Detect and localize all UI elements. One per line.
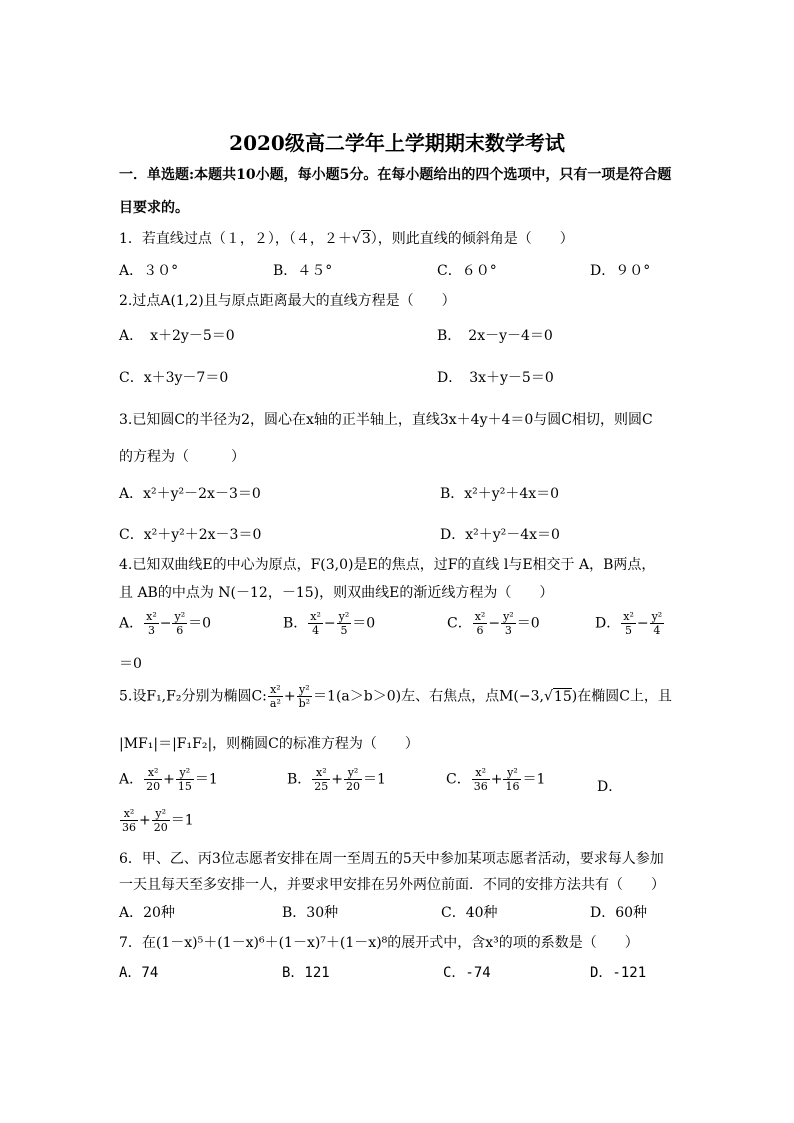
q4-a-label: A． bbox=[119, 615, 144, 632]
fraction bbox=[503, 766, 521, 793]
question-6-stem-line1: 6．甲、乙、丙3位志愿者安排在周一至周五的5天中参加某项志愿者活动，要求每人参加 bbox=[119, 851, 664, 867]
fraction bbox=[344, 766, 362, 793]
denominator: 36 bbox=[473, 780, 488, 793]
q4-b-rhs: ＝0 bbox=[352, 615, 376, 632]
numerator: y² bbox=[503, 610, 514, 623]
q6-option-c[interactable]: C．40种 bbox=[441, 905, 498, 921]
q5-a-label: A． bbox=[119, 771, 144, 788]
numerator: x² bbox=[120, 807, 138, 821]
q5-option-c[interactable]: C． $\frac{\text{x²}}{36}$ + $\frac{\text{y²}}{16}$ ＝1 bbox=[446, 766, 546, 793]
q4-option-b[interactable]: B． $\frac{\text{x²}}{4}$ − $\frac{\text{y²}}{5}$ ＝0 bbox=[283, 610, 376, 637]
q5-c-label: C． bbox=[446, 771, 471, 788]
q7-option-c[interactable]: C．-74 bbox=[443, 965, 491, 981]
q3-option-d[interactable]: D．x²＋y²－4x＝0 bbox=[440, 527, 560, 543]
fraction bbox=[501, 610, 516, 637]
q4-option-d-continuation: ＝0 bbox=[119, 656, 142, 672]
sqrt-symbol: √ bbox=[351, 231, 361, 247]
denominator: 5 bbox=[625, 624, 633, 637]
q5-sqrt-value: 15 bbox=[553, 688, 572, 705]
fraction bbox=[144, 610, 159, 637]
numerator: x² bbox=[146, 610, 157, 623]
q4-c-rhs: ＝0 bbox=[516, 615, 540, 632]
q5-option-b[interactable]: B． $\frac{\text{x²}}{25}$ + $\frac{\text{y²}}{20}$ ＝1 bbox=[287, 766, 386, 793]
numerator: y² bbox=[651, 610, 663, 623]
q4-b-label: B． bbox=[283, 615, 308, 632]
page-title: 2020级高二学年上学期期末数学考试 bbox=[229, 131, 565, 155]
numerator: x² bbox=[472, 766, 490, 780]
fraction bbox=[621, 610, 636, 637]
denominator: 16 bbox=[505, 780, 520, 793]
q3-option-c[interactable]: C．x²＋y²＋2x－3＝0 bbox=[119, 527, 262, 543]
q1-option-a[interactable]: A．３０° bbox=[119, 263, 179, 279]
q6-option-b[interactable]: B．30种 bbox=[282, 905, 339, 921]
numerator: x² bbox=[310, 610, 321, 623]
question-2-stem: 2.过点A(1,2)且与原点距离最大的直线方程是（ ） bbox=[119, 293, 456, 309]
q4-option-c[interactable]: C． $\frac{\text{x²}}{6}$ − $\frac{\text{y²}}{3}$ ＝0 bbox=[447, 610, 540, 637]
q4-d-label: D． bbox=[595, 615, 621, 632]
question-6-stem-line2: 一天且每天至多安排一人，并要求甲安排在另外两位前面．不同的安排方法共有（ ） bbox=[119, 877, 665, 893]
fraction bbox=[176, 766, 194, 793]
denominator: 15 bbox=[177, 780, 192, 793]
fraction bbox=[120, 807, 138, 834]
question-1-stem bbox=[119, 228, 574, 248]
q2-option-d[interactable]: D． 3x＋y－5＝0 bbox=[437, 370, 554, 386]
fraction bbox=[144, 766, 162, 793]
question-4-stem-line2: 且 AB的中点为 N(－12，－15)，则双曲线E的渐近线方程为（ ） bbox=[119, 585, 554, 601]
numerator: y² bbox=[174, 610, 186, 623]
numerator: y² bbox=[152, 807, 170, 821]
denominator: 3 bbox=[147, 624, 155, 637]
numerator: x² bbox=[312, 766, 330, 780]
q7-option-b[interactable]: B．121 bbox=[282, 965, 330, 981]
numerator: x² bbox=[144, 766, 162, 780]
q3-option-b[interactable]: B．x²＋y²＋4x＝0 bbox=[440, 486, 560, 502]
denominator: 5 bbox=[340, 624, 348, 637]
denominator: 6 bbox=[176, 624, 184, 637]
section-heading-line1: 一．单选题:本题共10小题，每小题5分。在每小题给出的四个选项中，只有一项是符合题 bbox=[119, 167, 672, 183]
q1-option-c[interactable]: C．６０° bbox=[437, 263, 497, 279]
denominator: a² bbox=[269, 697, 281, 710]
numerator: y² bbox=[344, 766, 362, 780]
denominator: 36 bbox=[122, 821, 136, 834]
question-5-stem-line1: 5.设F₁,F₂分别为椭圆C: $\frac{\text{x²}}{\text{a²}}$ + $\frac{\text{y²}}{\text{b²}}$ ＝1(a＞b＞0)左、右焦点，点M(−3,√15)在椭圆C上，且 bbox=[119, 683, 672, 710]
denominator: 25 bbox=[314, 780, 329, 793]
fraction bbox=[312, 766, 330, 793]
q7-option-d[interactable]: D．-121 bbox=[590, 965, 647, 981]
q5-option-d[interactable]: $\frac{\text{x²}}{36}$ + $\frac{\text{y²}}{20}$ ＝1 bbox=[122, 807, 194, 834]
q1-sqrt-value: 3 bbox=[361, 231, 371, 247]
question-4-stem-line1: 4.已知双曲线E的中心为原点，F(3,0)是E的焦点，过F的直线 l与E相交于 A，B两点， bbox=[119, 557, 656, 573]
q5-stem-b: ＝1(a＞b＞0)左、右焦点，点M(−3, bbox=[313, 688, 544, 705]
q5-d-rhs: ＝1 bbox=[170, 812, 194, 829]
denominator: 4 bbox=[312, 624, 320, 637]
q3-option-a[interactable]: A．x²＋y²－2x－3＝0 bbox=[119, 486, 261, 502]
q1-option-d[interactable]: D．９０° bbox=[590, 263, 651, 279]
question-5-stem-line2: |MF₁|＝|F₁F₂|，则椭圆C的标准方程为（ ） bbox=[119, 736, 419, 752]
numerator: y² bbox=[176, 766, 194, 780]
denominator: 20 bbox=[346, 780, 361, 793]
question-3-stem-line2: 的方程为（ ） bbox=[119, 449, 245, 465]
q7-option-a[interactable]: A．74 bbox=[119, 965, 159, 981]
q5-b-label: B． bbox=[287, 771, 312, 788]
numerator: y² bbox=[503, 766, 521, 780]
q5-c-rhs: ＝1 bbox=[522, 771, 546, 788]
denominator: 20 bbox=[146, 780, 161, 793]
fraction bbox=[308, 610, 323, 637]
denominator: 4 bbox=[653, 624, 661, 637]
fraction bbox=[172, 610, 187, 637]
denominator: 20 bbox=[153, 821, 168, 834]
q2-option-b[interactable]: B． 2x－y－4＝0 bbox=[437, 328, 553, 344]
q4-c-label: C． bbox=[447, 615, 472, 632]
fraction bbox=[337, 610, 352, 637]
q2-option-c[interactable]: C．x＋3y－7＝0 bbox=[119, 370, 229, 386]
denominator: 3 bbox=[504, 624, 512, 637]
numerator: x² bbox=[474, 610, 486, 623]
q4-a-rhs: ＝0 bbox=[188, 615, 212, 632]
q4-option-a[interactable]: A． $\frac{\text{x²}}{3}$ − $\frac{\text{y²}}{6}$ ＝0 bbox=[119, 610, 212, 637]
q1-stem-b: ），则此直线的倾斜角是（ ） bbox=[370, 231, 574, 247]
fraction bbox=[152, 807, 170, 834]
denominator: b² bbox=[298, 697, 311, 710]
q5-stem-c: )在椭圆C上，且 bbox=[571, 688, 672, 705]
section-heading-line2: 目要求的。 bbox=[119, 200, 189, 216]
numerator: x² bbox=[268, 683, 283, 697]
fraction bbox=[297, 683, 312, 710]
numerator: y² bbox=[297, 683, 312, 697]
numerator: y² bbox=[338, 610, 350, 623]
q2-option-a[interactable]: A． x＋2y－5＝0 bbox=[119, 328, 235, 344]
denominator: 6 bbox=[476, 624, 484, 637]
q6-option-a[interactable]: A．20种 bbox=[119, 905, 175, 921]
q4-option-d[interactable]: D． $\frac{\text{x²}}{5}$ − $\frac{\text{y²}}{4}$ bbox=[595, 610, 663, 637]
q1-option-b[interactable]: B．４５° bbox=[273, 263, 333, 279]
q5-option-a[interactable]: A． $\frac{\text{x²}}{20}$ + $\frac{\text{y²}}{15}$ ＝1 bbox=[119, 766, 218, 793]
fraction bbox=[268, 683, 283, 710]
q6-option-d[interactable]: D．60种 bbox=[590, 905, 648, 921]
sqrt-symbol: √ bbox=[543, 688, 553, 705]
question-7-stem: 7．在(1－x)⁵＋(1－x)⁶＋(1－x)⁷＋(1－x)⁸的展开式中，含x³的项的系数是（ ） bbox=[119, 935, 639, 951]
q5-b-rhs: ＝1 bbox=[363, 771, 386, 788]
numerator: x² bbox=[623, 610, 634, 623]
q5-stem-a: 5.设F₁,F₂分别为椭圆C: bbox=[119, 688, 267, 705]
q5-option-d-label[interactable]: D． bbox=[597, 779, 623, 795]
q1-stem-a: 1．若直线过点（１，２），（４，２＋ bbox=[119, 231, 352, 247]
fraction bbox=[473, 610, 488, 637]
q5-a-rhs: ＝1 bbox=[194, 771, 218, 788]
question-3-stem-line1: 3.已知圆C的半径为2，圆心在x轴的正半轴上，直线3x＋4y＋4＝0与圆C相切，则圆C bbox=[119, 412, 653, 428]
fraction bbox=[650, 610, 665, 637]
fraction bbox=[472, 766, 490, 793]
